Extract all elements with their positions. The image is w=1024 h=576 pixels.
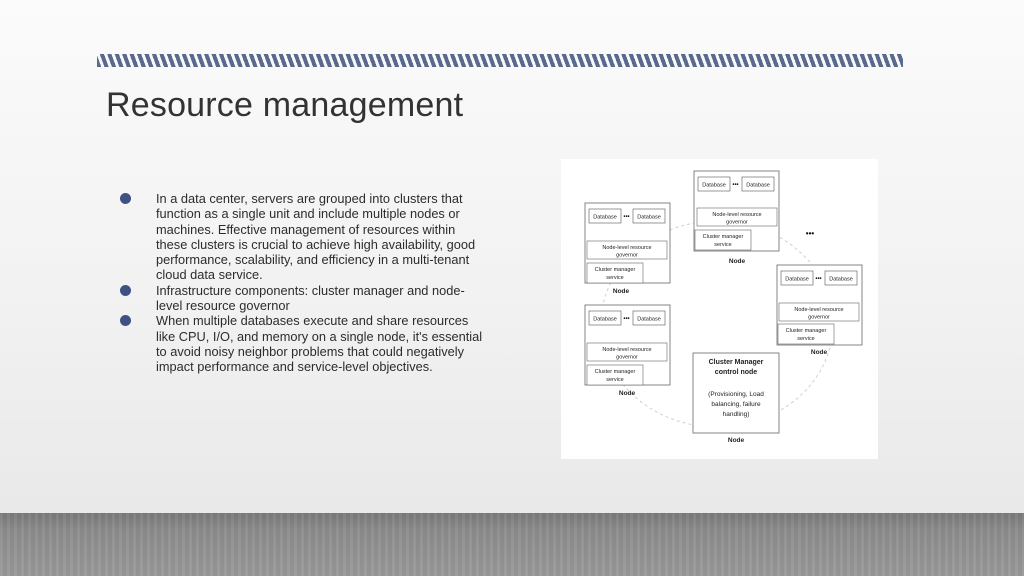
cluster-architecture-diagram (561, 159, 878, 459)
database-label: Database (593, 316, 617, 323)
more-nodes-ellipsis: ••• (805, 229, 815, 238)
governor-label: governor (616, 354, 638, 361)
ellipsis-label: ••• (623, 316, 630, 323)
bullet-text: When multiple databases execute and share resources like CPU, I/O, and memory on a single node, it's essential to avoid noisy neighbor problems that could negatively impact performance and service-level objectives. (156, 313, 483, 375)
control-node-title: Cluster Manager (708, 359, 764, 366)
database-label: Database (746, 182, 770, 189)
database-label: Database (593, 214, 617, 221)
node-label: Node (618, 390, 636, 397)
database-label: Database (702, 182, 726, 189)
bullet-item (118, 313, 490, 374)
node-label: Node (810, 349, 828, 356)
node-upper-left (585, 203, 670, 295)
cms-label: Cluster manager (594, 267, 636, 273)
control-node-desc: handling) (722, 411, 750, 418)
bullet-text: Infrastructure components: cluster manager and node-level resource governor (156, 282, 465, 314)
node-top (694, 171, 779, 265)
cms-label: service (606, 377, 624, 383)
decorative-hatch-bar (97, 54, 903, 67)
bullet-dot-icon (120, 285, 131, 296)
cms-label: service (606, 275, 624, 281)
cms-label: service (714, 242, 732, 248)
cms-label: Cluster manager (785, 328, 827, 334)
cms-label: service (797, 336, 815, 342)
ellipsis-label: ••• (732, 182, 739, 189)
bullet-dot-icon (120, 193, 131, 204)
governor-label: Node-level resource (602, 245, 652, 251)
database-label: Database (785, 276, 809, 283)
governor-label: governor (808, 314, 830, 321)
bullet-item (118, 191, 490, 283)
bullet-dot-icon (120, 315, 131, 326)
cms-label: Cluster manager (702, 234, 744, 240)
ellipsis-label: ••• (623, 214, 630, 221)
bullet-text: In a data center, servers are grouped into clusters that function as a single unit and include multiple nodes or machines. Effective management of resources within these clusters is crucial to achieve high availability, good performance, scalability, and efficiency in a multi-tenant cloud data service. (156, 191, 476, 283)
governor-label: Node-level resource (712, 212, 762, 218)
diagram-svg (561, 159, 878, 459)
database-label: Database (637, 316, 661, 323)
database-label: Database (829, 276, 853, 283)
database-label: Database (637, 214, 661, 221)
node-label: Node (727, 437, 745, 444)
ellipsis-label: ••• (815, 276, 822, 283)
floor-background (0, 513, 1024, 576)
bullet-list (118, 191, 490, 375)
node-lower-left (585, 305, 670, 397)
governor-label: governor (726, 219, 748, 226)
node-label: Node (728, 258, 746, 265)
cms-label: Cluster manager (594, 369, 636, 375)
control-node (693, 353, 779, 444)
control-node-title: control node (714, 369, 758, 376)
node-label: Node (612, 288, 630, 295)
control-node-desc: (Provisioning, Load (708, 391, 764, 398)
governor-label: Node-level resource (794, 307, 844, 313)
node-right (777, 265, 862, 356)
slide-title: Resource management (106, 86, 464, 124)
governor-label: governor (616, 252, 638, 259)
governor-label: Node-level resource (602, 347, 652, 353)
control-node-desc: balancing, failure (711, 401, 761, 408)
bullet-item (118, 283, 490, 314)
